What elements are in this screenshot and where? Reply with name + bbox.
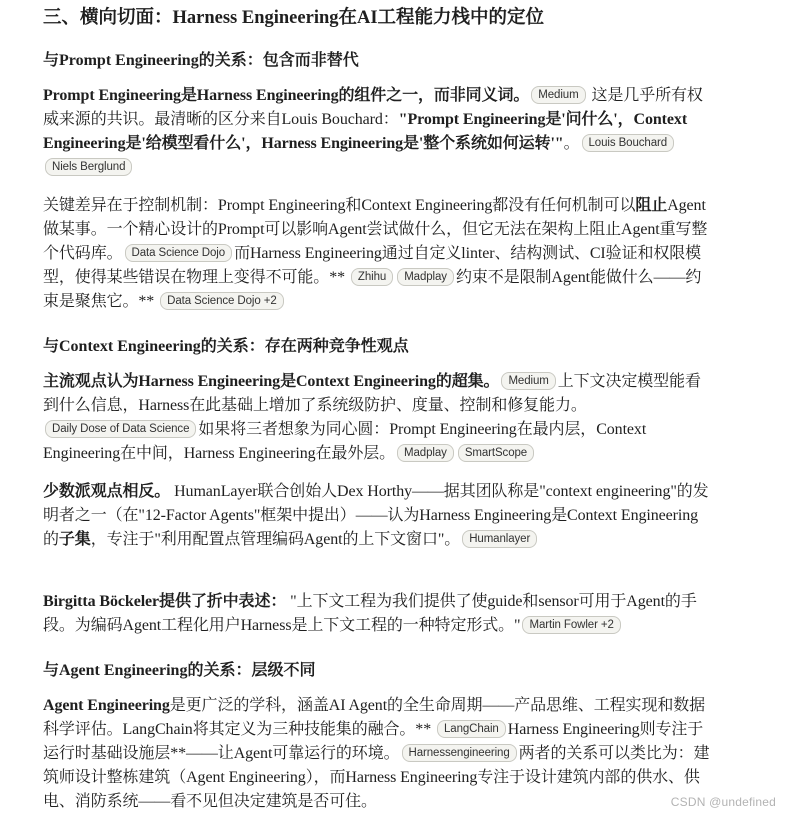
source-chip-martin-fowler[interactable]: Martin Fowler +2 xyxy=(522,616,620,634)
source-chip-medium[interactable]: Medium xyxy=(501,372,555,390)
source-chip-madplay[interactable]: Madplay xyxy=(397,444,454,462)
text: HumanLayer联合创始人Dex Horthy——据其团队称是"context engineering"的发明者之一（在"12-Factor Agents"框架中提出）——认为Harness Engineering是Context Engineering的 xyxy=(43,483,709,548)
bold-text: Agent Engineering xyxy=(43,697,170,714)
source-chip-langchain[interactable]: LangChain xyxy=(437,720,506,738)
text: 关键差异在于控制机制：Prompt Engineering和Context Engineering都没有任何机制可以 xyxy=(43,197,636,214)
source-chip-medium[interactable]: Medium xyxy=(531,86,585,104)
paragraph-prompt-2 xyxy=(43,194,713,314)
text: 这是几乎所有权威来源的共识。最清晰的区分来自Louis Bouchard： xyxy=(43,87,703,128)
text: "上下文工程为我们提供了使guide和sensor可用于Agent的手段。为编码Agent工程化用户Harness是上下文工程的一种特定形式。" xyxy=(43,593,697,634)
bold-text: Prompt Engineering是Harness Engineering的组件之一，而非同义词。 xyxy=(43,87,530,104)
bold-text: Birgitta Böckeler提供了折中表述： xyxy=(43,593,287,610)
paragraph-context-2 xyxy=(43,480,713,552)
source-chip-smartscope[interactable]: SmartScope xyxy=(458,444,534,462)
paragraph-context-3 xyxy=(43,590,713,638)
text: 而Harness Engineering通过自定义linter、结构测试、CI验证和权限模型，使得某些错误在物理上变得不可能。** xyxy=(43,245,702,286)
paragraph-agent-1 xyxy=(43,694,713,814)
text: Harness Engineering则专注于运行时基础设施层**——让Agent可靠运行的环境。 xyxy=(43,721,704,762)
source-chip-madplay[interactable]: Madplay xyxy=(397,268,454,286)
bold-text: 主流观点认为Harness Engineering是Context Engineering的超集。 xyxy=(43,373,500,390)
text: ，专注于"利用配置点管理编码Agent的上下文窗口"。 xyxy=(90,531,461,548)
subheading-prompt-engineering: 与Prompt Engineering的关系：包含而非替代 xyxy=(43,52,359,69)
text: 。 xyxy=(563,135,580,152)
text: 上下文决定模型能看到什么信息，Harness在此基础上增加了系统级防护、度量、控制和修复能力。 xyxy=(43,373,701,414)
subheading-context-engineering: 与Context Engineering的关系：存在两种竞争性观点 xyxy=(43,338,409,355)
source-chip-daily-dose[interactable]: Daily Dose of Data Science xyxy=(45,420,196,438)
source-chip-data-science-dojo[interactable]: Data Science Dojo xyxy=(125,244,233,262)
text: 是更广泛的学科，涵盖AI Agent的全生命周期——产品思维、工程实现和数据科学评估。LangChain将其定义为三种技能集的融合。** xyxy=(43,697,706,738)
bold-quote: "Prompt Engineering是'问什么'，Context Engineering是'给模型看什么'，Harness Engineering是'整个系统如何运转'" xyxy=(43,111,688,152)
paragraph-prompt-1 xyxy=(43,84,713,180)
section-title: 三、横向切面：Harness Engineering在AI工程能力栈中的定位 xyxy=(43,8,545,28)
source-chip-humanlayer[interactable]: Humanlayer xyxy=(462,530,537,548)
subheading-agent-engineering: 与Agent Engineering的关系：层级不同 xyxy=(43,662,316,679)
source-chip-data-science-dojo-more[interactable]: Data Science Dojo +2 xyxy=(160,292,284,310)
text: 两者的关系可以类比为：建筑师设计整栋建筑（Agent Engineering），而Harness Engineering专注于设计建筑内部的供水、供电、消防系统——看不见但决定建筑是否可住。 xyxy=(43,745,710,810)
text: 如果将三者想象为同心圆：Prompt Engineering在最内层，Context Engineering在中间，Harness Engineering在最外层。 xyxy=(43,421,647,462)
text: Agent做某事。一个精心设计的Prompt可以影响Agent尝试做什么，但它无法在架构上阻止Agent重写整个代码库。 xyxy=(43,197,708,262)
source-chip-zhihu[interactable]: Zhihu xyxy=(351,268,393,286)
bold-text: 子集 xyxy=(58,531,91,548)
bold-text: 阻止 xyxy=(635,197,668,214)
source-chip-niels-berglund[interactable]: Niels Berglund xyxy=(45,158,132,176)
source-chip-harnessengineering[interactable]: Harnessengineering xyxy=(402,744,517,762)
text: 约束不是限制Agent能做什么——约束是聚焦它。** xyxy=(43,269,702,310)
watermark: CSDN @undefined xyxy=(670,795,776,809)
paragraph-context-1 xyxy=(43,370,713,466)
source-chip-louis-bouchard[interactable]: Louis Bouchard xyxy=(582,134,675,152)
bold-text: 少数派观点相反。 xyxy=(43,483,171,500)
